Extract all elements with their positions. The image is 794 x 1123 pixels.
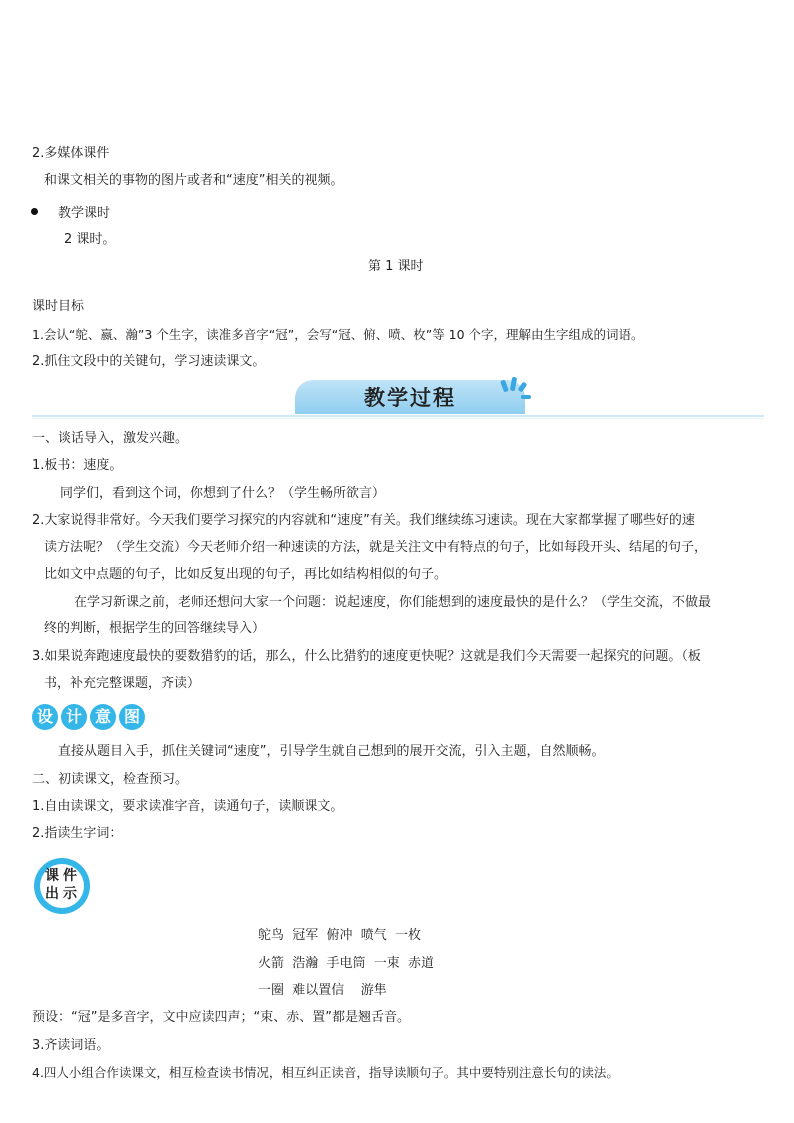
courseware-char: 示 <box>63 886 77 902</box>
part2-step1: 1.自由读课文，要求读准字音，读通句子，读顺课文。 <box>32 799 344 814</box>
lesson-title: 第 1 课时 <box>368 259 424 274</box>
part2-heading: 二、初读课文，检查预习。 <box>32 772 189 787</box>
part2-step2: 2.指读生字词： <box>32 826 123 841</box>
part1-step2-sub-line: 终的判断，根据学生的回答继续导入） <box>44 621 266 636</box>
materials-item-title: 2.多媒体课件 <box>32 146 110 161</box>
bullet-icon <box>31 208 38 215</box>
part1-step2-line: 比如文中点题的句子，比如反复出现的句子，再比如结构相似的句子。 <box>44 567 448 582</box>
goals-heading: 课时目标 <box>32 299 85 314</box>
preset-text: 预设：“冠”是多音字，文中应读四声；“束、赤、置”都是翘舌音。 <box>32 1010 410 1025</box>
splash-icon <box>521 395 531 399</box>
design-intent-badge: 设 <box>32 704 58 730</box>
part1-step2-line: 2.大家说得非常好。今天我们要学习探究的内容就和“速度”有关。我们继续练习速读。现在大家都掌握了哪些好的速 <box>32 513 695 528</box>
part1-step1-sub: 同学们，看到这个词，你想到了什么？（学生畅所欲言） <box>60 486 386 501</box>
courseware-char: 课 <box>45 868 59 884</box>
part1-step3-line: 3.如果说奔跑速度最快的要数猎豹的话，那么，什么比猎豹的速度更快呢？这就是我们今天需要一起探究的问题。（板 <box>32 649 701 664</box>
part2-step4: 4.四人小组合作读课文，相互检查读书情况，相互纠正读音，指导读顺句子。其中要特别注意长句的读法。 <box>32 1065 619 1080</box>
vocab-line: 火箭 浩瀚 手电筒 一束 赤道 <box>258 956 435 971</box>
courseware-char: 出 <box>45 886 59 902</box>
part1-heading: 一、谈话导入，激发兴趣。 <box>32 431 189 446</box>
design-intent-text: 直接从题目入手，抓住关键词“速度”，引导学生就自己想到的展开交流，引入主题，自然顺畅。 <box>58 744 605 759</box>
banner-rule <box>32 415 764 417</box>
part1-step2-line: 读方法呢？（学生交流）今天老师介绍一种速读的方法，就是关注文中有特点的句子，比如每段开头、结尾的句子， <box>44 540 708 555</box>
part2-step3: 3.齐读词语。 <box>32 1038 110 1053</box>
banner-rule-secondary <box>32 418 764 419</box>
courseware-char: 件 <box>63 868 77 884</box>
hours-value: 2 课时。 <box>64 232 116 247</box>
design-intent-badge: 计 <box>61 704 87 730</box>
vocab-line: 鸵鸟 冠军 俯冲 喷气 一枚 <box>258 928 422 943</box>
vocab-line: 一圈 难以置信 游隼 <box>258 983 387 998</box>
goal-item: 1.会认“鸵、嬴、瀚”3 个生字，读准多音字“冠”，会写“冠、俯、喷、枚”等 10 个字，理解由生字组成的词语。 <box>32 327 644 342</box>
part1-step3-line: 书，补充完整课题，齐读） <box>44 676 201 691</box>
design-intent-badge: 图 <box>119 704 145 730</box>
goal-item: 2.抓住文段中的关键句，学习速读课文。 <box>32 354 266 369</box>
part1-step2-sub-line: 在学习新课之前，老师还想问大家一个问题：说起速度，你们能想到的速度最快的是什么？（学生交流，不做最 <box>74 595 712 610</box>
banner-title: 教学过程 <box>364 386 456 410</box>
hours-heading: 教学课时 <box>58 206 111 221</box>
design-intent-badge: 意 <box>90 704 116 730</box>
part1-step1: 1.板书：速度。 <box>32 458 123 473</box>
materials-item-text: 和课文相关的事物的图片或者和“速度”相关的视频。 <box>44 173 344 188</box>
